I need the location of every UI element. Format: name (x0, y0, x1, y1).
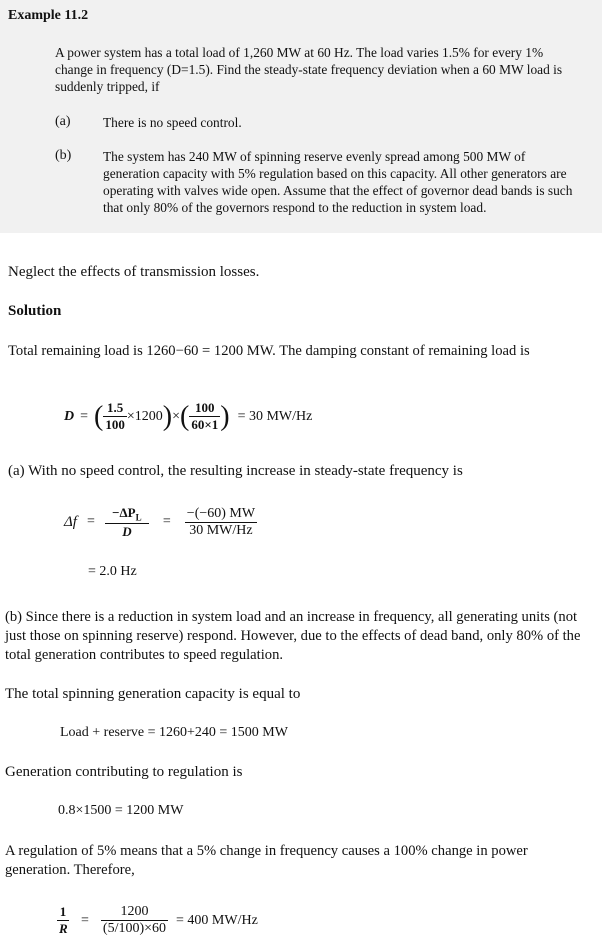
regulation-text: A regulation of 5% means that a 5% change in frequency causes a 100% change in power generation. Therefore, (5, 843, 528, 878)
eq-d-equals: = (80, 408, 89, 424)
eq-r-result: = 400 MW/Hz (176, 912, 258, 928)
item-a-text: There is no speed control. (103, 115, 242, 130)
equation-load-reserve: Load + reserve = 1260+240 = 1500 MW (60, 725, 288, 740)
eq-d-paren-open-2: ( (180, 400, 190, 432)
eq-df-result: = 2.0 Hz (88, 564, 137, 579)
eq-r-den: (5/100)×60 (102, 921, 167, 936)
eq-d-f2-den: 60×1 (191, 417, 219, 432)
eq-r-lhs-fraction (57, 904, 69, 937)
eq-df-fraction-1 (105, 505, 149, 540)
equation-damping (64, 400, 312, 433)
spinning-capacity-text: The total spinning generation capacity is equal to (5, 686, 301, 702)
eq-df-f1-den: D (122, 523, 132, 539)
eq-df-f2-den: 30 MW/Hz (189, 522, 253, 538)
eq-d-f2-num: 100 (189, 400, 220, 417)
remaining-load-text: Total remaining load is 1260−60 = 1200 MW. The damping constant of remaining load is (8, 343, 530, 359)
part-b-text: (b) Since there is a reduction in system load and an increase in frequency, all generating units (not just those on spinning reserve) respond. However, due to the effects of dead band, only 80% of the total generation contributes to speed regulation. (5, 609, 581, 663)
equation-generation: 0.8×1500 = 1200 MW (58, 803, 184, 818)
item-b-text: The system has 240 MW of spinning reserve evenly spread among 500 MW of generation capacity with 5% regulation based on this capacity. All other generators are operating with valves wide open. Assume that the effect of governor dead bands is such that only 80% of the governors respond to the reduction in system load. (103, 149, 573, 215)
eq-df-f1-num-sub: L (135, 512, 142, 523)
eq-r-num: 1200 (101, 904, 168, 921)
generation-contributing-text: Generation contributing to regulation is (5, 764, 243, 780)
eq-df-f1-num-main: −ΔP (112, 505, 136, 520)
eq-d-times-1200: ×1200 (126, 408, 163, 424)
eq-r-lhs-num: 1 (57, 904, 69, 921)
part-a-text: (a) With no speed control, the resulting increase in steady-state frequency is (8, 463, 463, 479)
example-title: Example 11.2 (8, 8, 89, 23)
eq-d-fraction-2 (189, 400, 220, 433)
eq-d-times: × (172, 408, 180, 424)
eq-r-lhs-den: R (59, 921, 68, 936)
eq-d-f1-den: 100 (105, 417, 125, 432)
eq-d-paren-open-1: ( (94, 400, 104, 432)
eq-df-lhs: Δf (64, 513, 77, 530)
equation-frequency (64, 505, 257, 540)
eq-df-fraction-2 (185, 506, 257, 539)
eq-df-equals-1: = (86, 514, 95, 530)
eq-d-f1-num: 1.5 (103, 400, 127, 417)
eq-d-fraction-1 (103, 400, 127, 433)
eq-d-paren-close-1: ) (162, 400, 173, 432)
eq-d-result: = 30 MW/Hz (237, 408, 313, 424)
item-a-label: (a) (55, 114, 71, 129)
eq-d-paren-close-2: ) (220, 400, 230, 432)
eq-df-f1-num (105, 505, 149, 524)
eq-r-equals: = (81, 912, 89, 928)
example-intro: A power system has a total load of 1,260 MW at 60 Hz. The load varies 1.5% for every 1% change in frequency (D=1.5). Find the steady-state frequency deviation when a 60 MW load is suddenly tripped, if (55, 45, 563, 94)
eq-r-fraction (101, 904, 168, 937)
solution-heading: Solution (8, 303, 62, 319)
equation-regulation (57, 904, 258, 937)
item-b-label: (b) (55, 148, 72, 163)
eq-d-lhs: D (64, 408, 75, 424)
eq-df-f2-num: −(−60) MW (186, 505, 256, 521)
eq-df-equals-2: = (162, 514, 171, 530)
neglect-text: Neglect the effects of transmission losses. (8, 264, 260, 280)
